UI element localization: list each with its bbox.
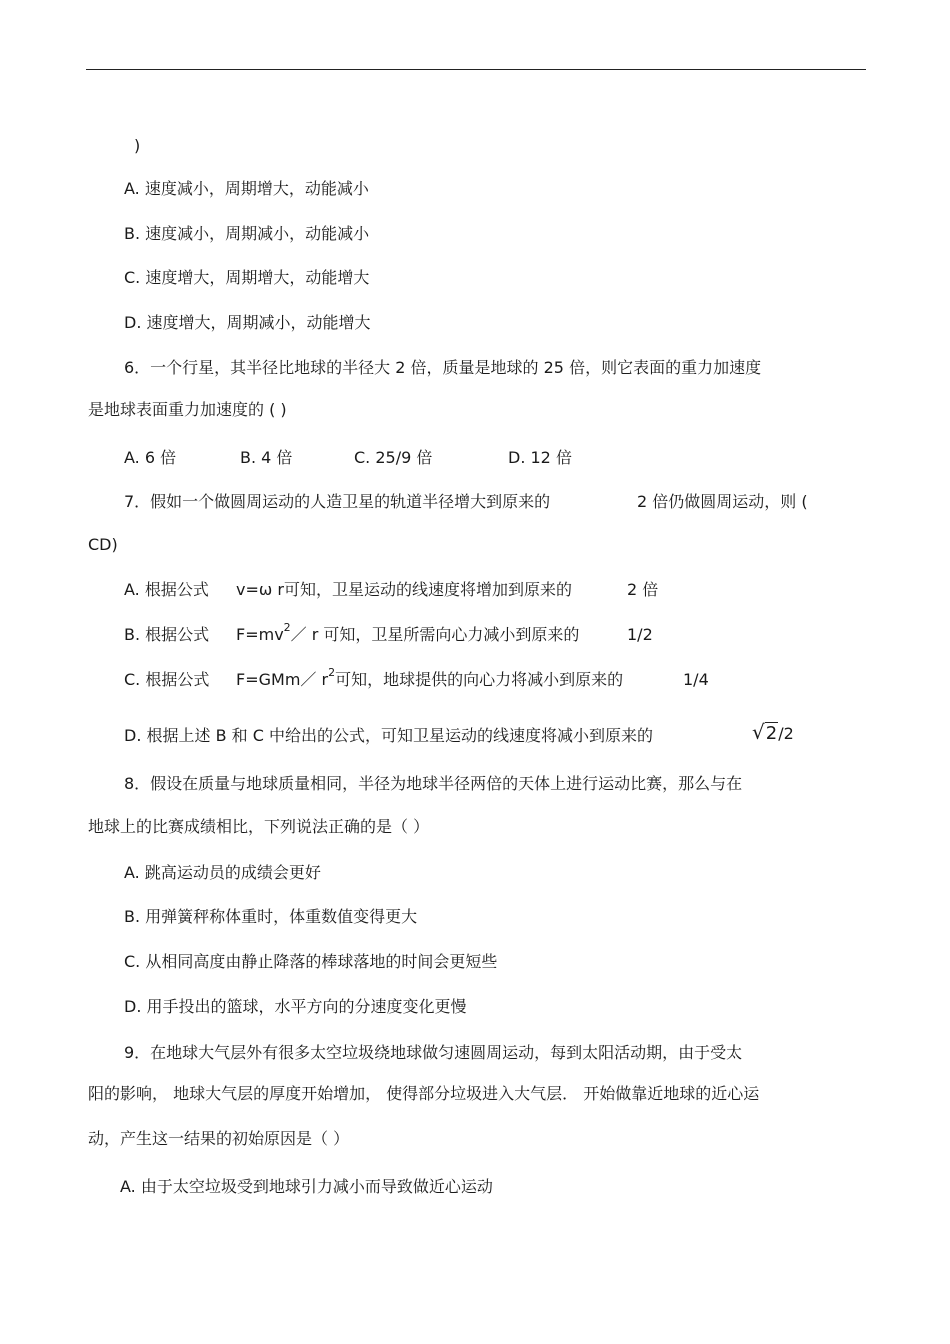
q7-option-b-exponent: 2 [283,621,291,634]
q7-option-b-value: 1/2 [627,625,653,644]
q7-option-d-denominator: /2 [778,724,794,743]
q9-option-a: A. 由于太空垃圾受到地球引力减小而导致做近心运动 [120,1177,493,1196]
q9-stem-line1: 9．在地球大气层外有很多太空垃圾绕地球做匀速圆周运动，每到太阳活动期，由于受太 [124,1043,743,1062]
q7-option-c-formula-base: F=GMm／ r [236,670,329,689]
q7-option-d-root-two [752,722,794,744]
q7-stem-line1-end: 2 倍仍做圆周运动，则 ( [637,492,808,511]
q7-option-b-formula-base: F=mv [236,625,284,644]
q8-stem-line2: 地球上的比赛成绩相比，下列说法正确的是（ ） [88,817,430,836]
q7-stem-line1: 7．假如一个做圆周运动的人造卫星的轨道半径增大到原来的 [124,492,551,511]
q5-option-b: B. 速度减小，周期减小，动能减小 [124,224,370,243]
q7-option-c-value: 1/4 [683,670,709,689]
q5-close-paren: ) [134,136,141,155]
q8-option-a: A. 跳高运动员的成绩会更好 [124,863,321,882]
q7-option-a-value: 2 倍 [627,580,659,599]
q5-option-a: A. 速度减小，周期增大，动能减小 [124,179,369,198]
q5-option-c: C. 速度增大，周期增大，动能增大 [124,268,370,287]
q7-option-c-label: C. 根据公式 [124,670,210,689]
q9-stem-line3: 动，产生这一结果的初始原因是（ ） [88,1129,350,1148]
q7-stem-line2: CD) [88,535,118,554]
q7-option-a-label: A. 根据公式 [124,580,209,599]
q6-stem-line1: 6．一个行星，其半径比地球的半径大 2 倍，质量是地球的 25 倍，则它表面的重力加速度 [124,358,762,377]
sqrt-symbol: √2 [752,720,778,744]
q7-option-a-formula: v=ω r可知，卫星运动的线速度将增加到原来的 [236,580,572,599]
q6-option-b: B. 4 倍 [240,448,293,467]
q7-option-c-exponent: 2 [328,666,336,679]
q6-option-c: C. 25/9 倍 [354,448,433,467]
q7-option-b-formula [236,621,580,647]
q8-option-c: C. 从相同高度由静止降落的棒球落地的时间会更短些 [124,952,498,971]
q8-stem-line1: 8．假设在质量与地球质量相同，半径为地球半径两倍的天体上进行运动比赛，那么与在 [124,774,743,793]
q7-option-c-formula-rest: 可知，地球提供的向心力将减小到原来的 [335,670,624,689]
q8-option-b: B. 用弹簧秤称体重时，体重数值变得更大 [124,907,418,926]
q7-option-c-formula [236,666,624,692]
q9-stem-line2: 阳的影响， 地球大气层的厚度开始增加， 使得部分垃圾进入大气层． 开始做靠近地球的近心运 [88,1084,760,1103]
q7-option-b-label: B. 根据公式 [124,625,210,644]
q7-option-b-formula-rest: ／ r 可知，卫星所需向心力减小到原来的 [290,625,580,644]
q7-option-d-text: D. 根据上述 B 和 C 中给出的公式，可知卫星运动的线速度将减小到原来的 [124,726,653,745]
header-rule [86,69,866,70]
q6-option-a: A. 6 倍 [124,448,177,467]
q6-option-d: D. 12 倍 [508,448,572,467]
q8-option-d: D. 用手投出的篮球，水平方向的分速度变化更慢 [124,997,467,1016]
q5-option-d: D. 速度增大，周期减小，动能增大 [124,313,371,332]
q6-stem-line2: 是地球表面重力加速度的 ( ) [88,400,287,419]
